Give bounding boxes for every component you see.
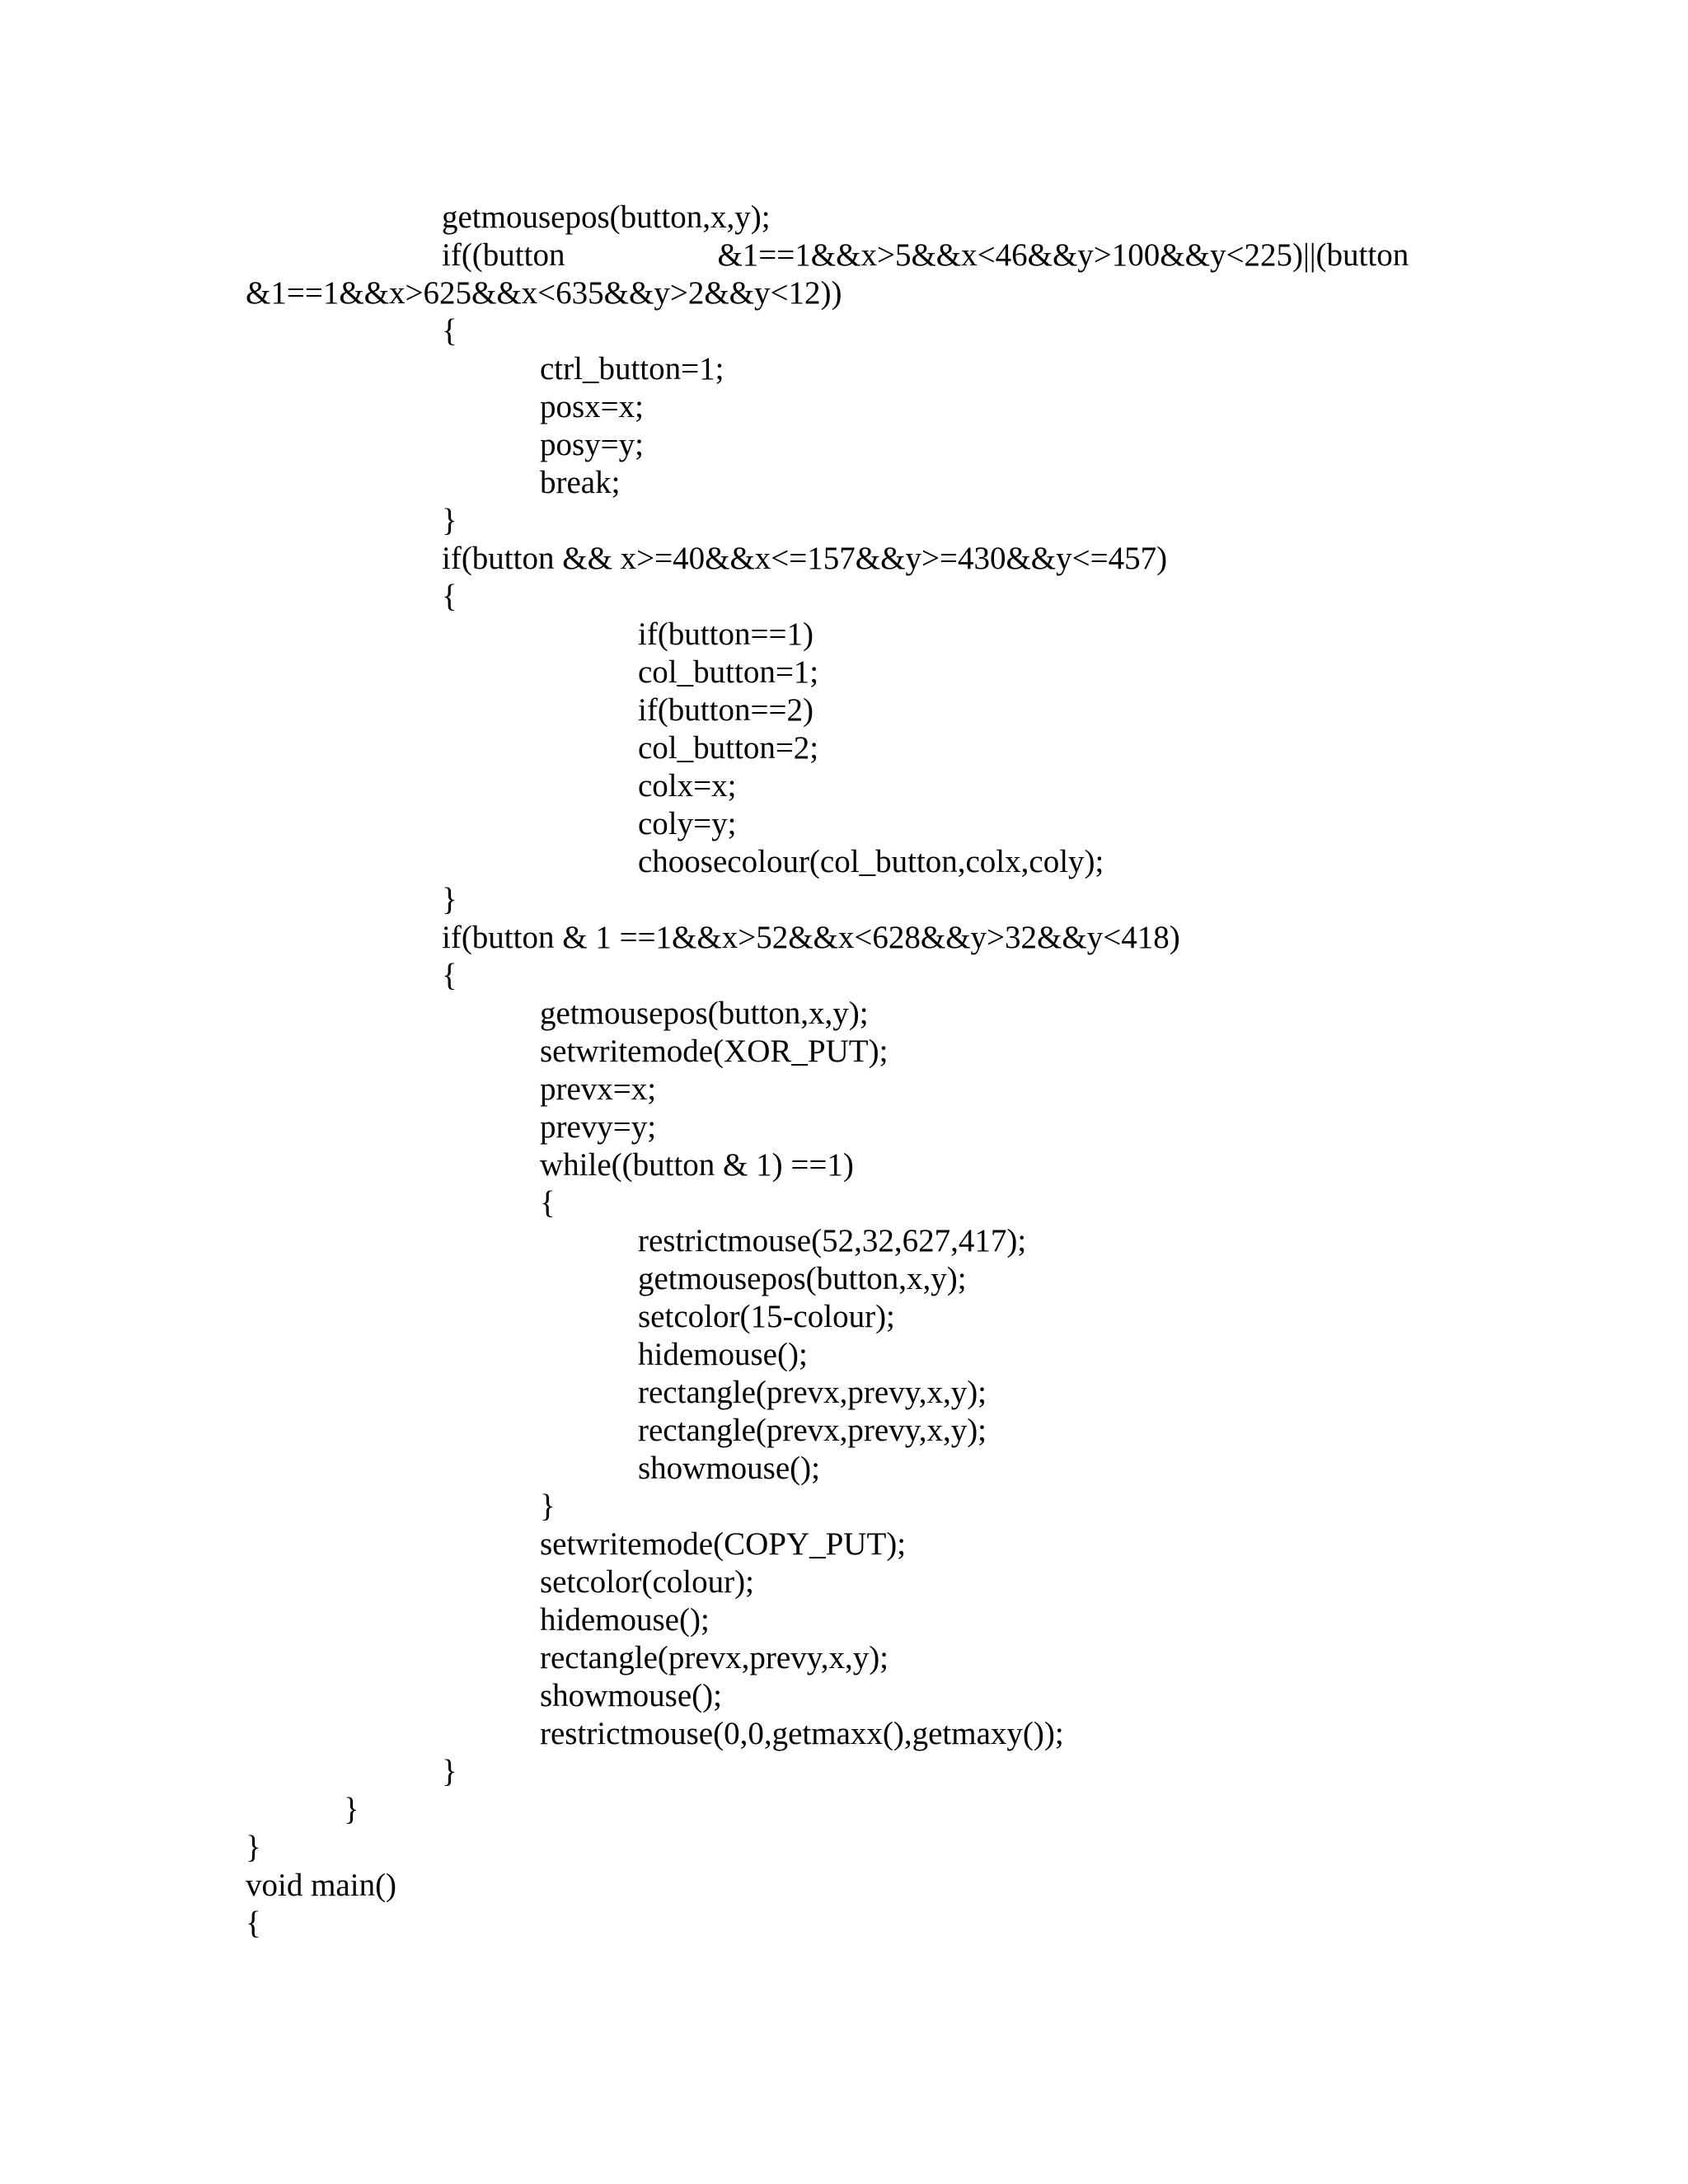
code-line-3: &1==1&&x>625&&x<635&&y>2&&y<12))	[246, 275, 842, 311]
code-line-10: if(button && x>=40&&x<=157&&y>=430&&y<=457)	[442, 541, 1168, 576]
code-line-46: {	[246, 1905, 261, 1941]
code-line-2-start: if((button	[442, 237, 565, 273]
code-line-24: prevx=x;	[540, 1071, 657, 1107]
code-line-44: }	[246, 1830, 261, 1865]
code-line-19: }	[442, 882, 457, 917]
code-line-8: break;	[540, 465, 621, 500]
code-line-9: }	[442, 503, 457, 538]
code-line-4: {	[442, 313, 457, 349]
code-line-17: coly=y;	[638, 806, 737, 841]
code-line-32: rectangle(prevx,prevy,x,y);	[638, 1375, 987, 1410]
code-line-2	[442, 237, 1409, 274]
code-line-42: }	[442, 1754, 457, 1789]
code-line-43: }	[344, 1792, 359, 1827]
code-line-28: restrictmouse(52,32,627,417);	[638, 1223, 1027, 1258]
code-line-6: posx=x;	[540, 389, 645, 424]
code-line-5: ctrl_button=1;	[540, 351, 724, 387]
code-line-13: col_button=1;	[638, 654, 819, 690]
code-line-36: setwritemode(COPY_PUT);	[540, 1526, 907, 1562]
code-line-39: rectangle(prevx,prevy,x,y);	[540, 1640, 889, 1675]
code-line-27: {	[540, 1185, 556, 1221]
code-line-7: posy=y;	[540, 427, 645, 462]
code-line-25: prevy=y;	[540, 1109, 657, 1145]
code-line-23: setwritemode(XOR_PUT);	[540, 1033, 889, 1069]
code-line-2-end: &1==1&&x>5&&x<46&&y>100&&y<225)||(button	[717, 237, 1409, 273]
code-line-1: getmousepos(button,x,y);	[442, 199, 771, 235]
code-line-14: if(button==2)	[638, 692, 814, 728]
code-line-38: hidemouse();	[540, 1602, 710, 1638]
code-line-15: col_button=2;	[638, 730, 819, 766]
code-line-20: if(button & 1 ==1&&x>52&&x<628&&y>32&&y<418)	[442, 920, 1180, 955]
code-line-21: {	[442, 958, 457, 993]
code-line-45: void main()	[246, 1868, 397, 1903]
code-line-31: hidemouse();	[638, 1337, 808, 1372]
code-line-41: restrictmouse(0,0,getmaxx(),getmaxy());	[540, 1716, 1064, 1751]
code-line-34: showmouse();	[638, 1451, 820, 1486]
code-line-12: if(button==1)	[638, 616, 814, 652]
code-line-18: choosecolour(col_button,colx,coly);	[638, 844, 1104, 879]
code-line-29: getmousepos(button,x,y);	[638, 1261, 967, 1296]
code-line-40: showmouse();	[540, 1678, 722, 1713]
code-line-22: getmousepos(button,x,y);	[540, 996, 869, 1031]
code-line-26: while((button & 1) ==1)	[540, 1147, 854, 1183]
code-line-11: {	[442, 579, 457, 614]
code-line-33: rectangle(prevx,prevy,x,y);	[638, 1413, 987, 1448]
code-line-37: setcolor(colour);	[540, 1564, 754, 1600]
code-line-30: setcolor(15-colour);	[638, 1299, 895, 1334]
code-line-16: colx=x;	[638, 768, 737, 804]
code-line-35: }	[540, 1488, 556, 1524]
